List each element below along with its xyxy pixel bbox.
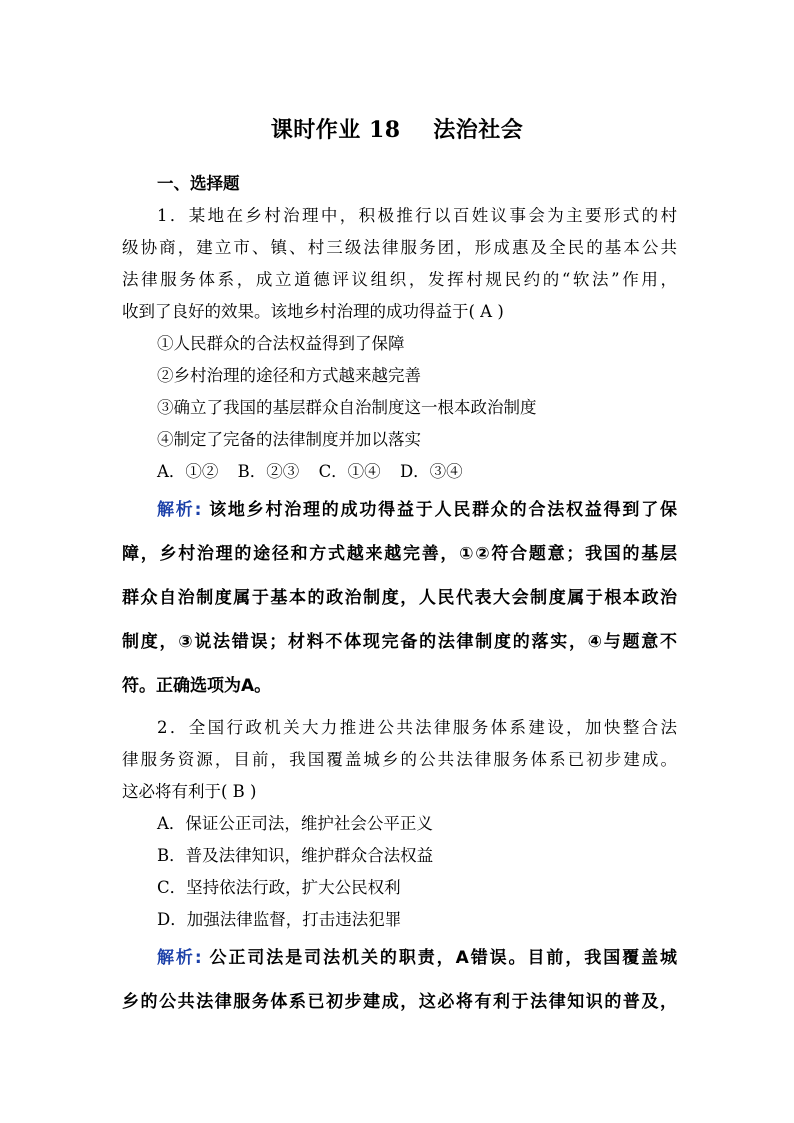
option-b: B．②③ <box>237 462 300 481</box>
question-text-line: 级协商，建立市、镇、村三级法律服务团，形成惠及全民的基本公共 <box>122 238 677 257</box>
question-text-line: 1．某地在乡村治理中，积极推行以百姓议事会为主要形式的村 <box>157 206 677 225</box>
statement-item: ①人民群众的合法权益得到了保障 <box>157 334 405 353</box>
statement-item: ②乡村治理的途径和方式越来越完善 <box>157 366 421 385</box>
analysis-line: 解析: 公正司法是司法机关的职责，A错误。目前，我国覆盖城 <box>157 948 677 968</box>
question-text-line: 律服务资源，目前，我国覆盖城乡的公共法律服务体系已初步建成。 <box>122 750 677 769</box>
question-text-line: 2．全国行政机关大力推进公共法律服务体系建设，加快整合法 <box>157 718 677 737</box>
analysis-block <box>122 936 677 1024</box>
section-heading: 一、选择题 <box>157 174 240 193</box>
statement-item: ③确立了我国的基层群众自治制度这一根本政治制度 <box>157 398 537 417</box>
analysis-block <box>122 488 677 708</box>
option-d: D．加强法律监督，打击违法犯罪 <box>157 910 402 929</box>
question-1 <box>122 200 677 708</box>
page-title: 课时作业 18 法治社会 <box>270 117 524 143</box>
question-text-line: 法律服务体系，成立道德评议组织，发挥村规民约的“软法”作用， <box>122 270 677 289</box>
option-a: A．保证公正司法，维护社会公平正义 <box>157 814 433 833</box>
answer-options <box>122 456 677 488</box>
analysis-line: 制度，③说法错误；材料不体现完备的法律制度的落实，④与题意不 <box>122 632 677 652</box>
option-a: A．①② <box>157 462 219 481</box>
analysis-label: 解析: <box>157 948 202 968</box>
option-c: C．坚持依法行政，扩大公民权利 <box>157 878 401 897</box>
analysis-line: 符。正确选项为A。 <box>122 676 272 696</box>
analysis-line: 障，乡村治理的途径和方式越来越完善，①②符合题意；我国的基层 <box>122 544 677 564</box>
analysis-line: 解析: 该地乡村治理的成功得益于人民群众的合法权益得到了保 <box>157 500 677 520</box>
analysis-line: 群众自治制度属于基本的政治制度，人民代表大会制度属于根本政治 <box>122 588 677 608</box>
analysis-label: 解析: <box>157 500 202 520</box>
question-2 <box>122 712 677 1024</box>
question-text-line: 收到了良好的效果。该地乡村治理的成功得益于( A ) <box>122 302 504 321</box>
question-text-line: 这必将有利于( B ) <box>122 782 257 801</box>
option-b: B．普及法律知识，维护群众合法权益 <box>157 846 434 865</box>
option-d: D．③④ <box>399 462 463 481</box>
document-body <box>122 168 677 1024</box>
analysis-line: 乡的公共法律服务体系已初步建成，这必将有利于法律知识的普及， <box>122 992 677 1012</box>
statement-item: ④制定了完备的法律制度并加以落实 <box>157 430 421 449</box>
option-c: C．①④ <box>318 462 381 481</box>
